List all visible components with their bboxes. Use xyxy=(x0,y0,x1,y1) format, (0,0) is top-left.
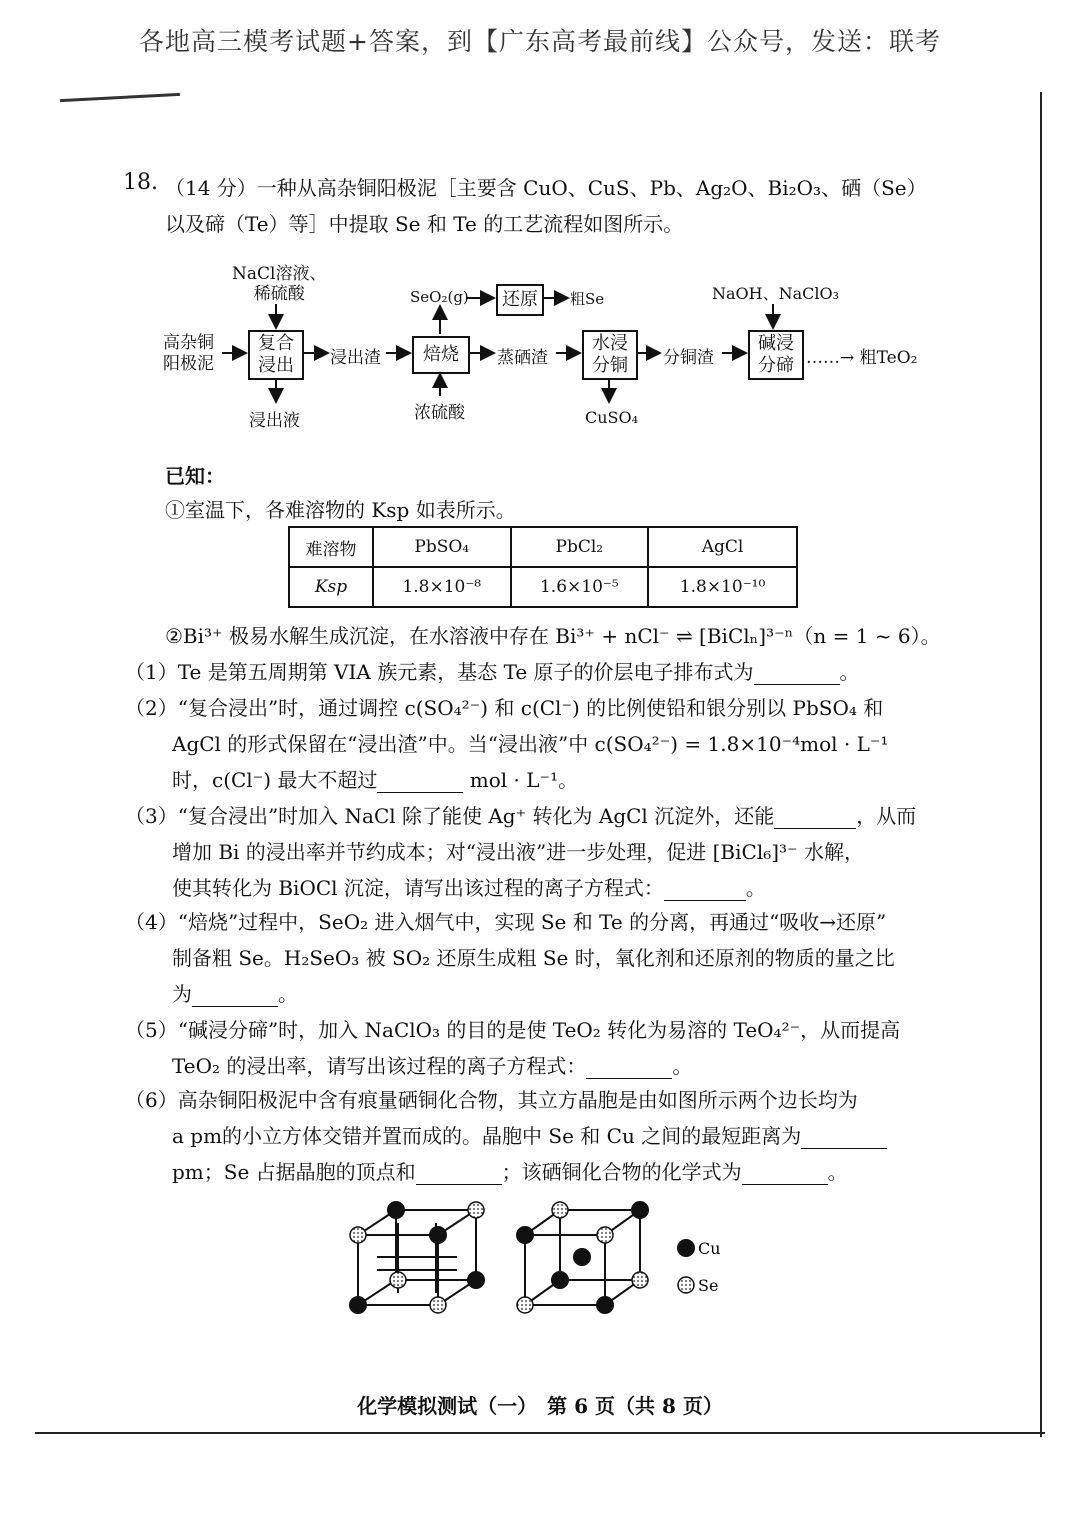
flow-box-water-leach xyxy=(582,330,638,380)
subq-2-unit: mol · L⁻¹。 xyxy=(469,768,579,792)
flow-start-material xyxy=(163,333,214,375)
answer-blank[interactable] xyxy=(664,876,746,901)
question-number: 18. xyxy=(123,170,158,195)
se-atom xyxy=(517,1297,533,1313)
subq-6-line2 xyxy=(172,1120,887,1149)
flow-cuso4: CuSO₄ xyxy=(585,408,639,427)
cu-atom xyxy=(516,1226,534,1244)
subq-5-text: TeO₂ 的浸出率，请写出该过程的离子方程式： xyxy=(172,1054,587,1078)
subq-4-line2: 制备粗 Se。H₂SeO₃ 被 SO₂ 还原生成粗 Se 时，氧化剂和还原剂的物质的量之比 xyxy=(172,946,895,970)
answer-blank[interactable] xyxy=(742,1160,828,1185)
ksp-header-cell: PbCl₂ xyxy=(511,527,649,567)
ksp-value-cell: 1.8×10⁻⁸ xyxy=(373,567,511,607)
flow-leach-residue: 浸出渣 xyxy=(330,348,381,368)
subq-3-line1 xyxy=(125,800,916,829)
cu-atom xyxy=(551,1271,569,1289)
ksp-header-cell: 难溶物 xyxy=(289,527,373,567)
flow-se-residue: 蒸硒渣 xyxy=(497,348,548,368)
flow-reagent-nacl-line2: 稀硫酸 xyxy=(253,284,305,304)
flow-box-roasting-label: 焙烧 xyxy=(423,344,459,365)
subq-3-line3 xyxy=(172,872,766,901)
cu-atom xyxy=(596,1296,614,1314)
cu-atom xyxy=(429,1226,447,1244)
top-banner: 各地高三模考试题+答案，到【广东高考最前线】公众号，发送：联考 xyxy=(139,27,941,56)
subq-4-line3 xyxy=(172,978,298,1007)
known-item2: ②Bi³⁺ 极易水解生成沉淀，在水溶液中存在 Bi³⁺ + nCl⁻ ⇌ [BiClₙ]³⁻ⁿ（n = 1 ~ 6）。 xyxy=(165,624,941,648)
cu-atom xyxy=(349,1296,367,1314)
crystal-cell-diagram xyxy=(340,1195,760,1330)
subq-6-line1: （6）高杂铜阳极泥中含有痕量硒铜化合物，其立方晶胞是由如图所示两个边长均为 xyxy=(125,1088,858,1112)
legend-cu-label: Cu xyxy=(698,1239,721,1258)
se-atom xyxy=(468,1202,484,1218)
flow-box-leaching-l2: 浸出 xyxy=(258,355,294,376)
subq-6-end: 。 xyxy=(827,1160,848,1184)
flow-crude-se: 粗Se xyxy=(570,290,605,308)
subq-5-line1: （5）“碱浸分碲”时，加入 NaClO₃ 的目的是使 TeO₂ 转化为易溶的 TeO₄²⁻，从而提高 xyxy=(125,1018,901,1042)
flow-reagent-nacl xyxy=(232,264,326,304)
known-item1: ①室温下，各难溶物的 Ksp 如表所示。 xyxy=(165,498,516,522)
subq-5-end: 。 xyxy=(672,1054,693,1078)
legend-se-label: Se xyxy=(698,1276,719,1295)
subq-2-line1: （2）“复合浸出”时，通过调控 c(SO₄²⁻) 和 c(Cl⁻) 的比例使铅和银分别以 PbSO₄ 和 xyxy=(125,696,884,720)
subq-2-text: 时，c(Cl⁻) 最大不超过 xyxy=(172,768,378,792)
ksp-row-label: Ksp xyxy=(289,567,373,607)
flow-box-reduction xyxy=(496,284,544,316)
flow-box-water-leach-l1: 水浸 xyxy=(592,333,628,354)
subq-3-text2: ，从而 xyxy=(856,804,917,828)
answer-blank[interactable] xyxy=(416,1160,502,1185)
subq-6-line3 xyxy=(172,1156,848,1185)
subq-5-line2 xyxy=(172,1050,692,1079)
subq-2-line3 xyxy=(172,764,578,793)
subq-4-line1: （4）“焙烧”过程中，SeO₂ 进入烟气中，实现 Se 和 Te 的分离，再通过“吸收→还原” xyxy=(125,910,887,934)
ksp-table-header-row xyxy=(289,527,797,567)
question-intro-line2: 以及碲（Te）等］中提取 Se 和 Te 的工艺流程如图所示。 xyxy=(165,212,684,236)
page-footer: 化学模拟测试（一） 第 6 页（共 8 页） xyxy=(357,1394,723,1418)
answer-blank[interactable] xyxy=(754,660,840,685)
flow-reagent-nacl-line1: NaCl溶液、 xyxy=(232,264,327,284)
se-atom xyxy=(597,1227,613,1243)
ksp-header-cell: PbSO₄ xyxy=(373,527,511,567)
ksp-header-cell: AgCl xyxy=(648,527,797,567)
flow-start-line1: 高杂铜 xyxy=(163,333,214,353)
flow-start-line2: 阳极泥 xyxy=(163,354,214,374)
flow-box-water-leach-l2: 分铜 xyxy=(592,355,628,376)
subq-1-text: （1）Te 是第五周期第 VIA 族元素，基态 Te 原子的价层电子排布式为 xyxy=(125,660,754,684)
flow-box-alkali-leach-l1: 碱浸 xyxy=(758,333,794,354)
subq-4-end: 。 xyxy=(278,982,298,1006)
known-title: 已知： xyxy=(165,464,225,488)
cu-atom xyxy=(631,1201,649,1219)
se-atom xyxy=(552,1202,568,1218)
se-atom xyxy=(632,1272,648,1288)
flow-arrows xyxy=(0,0,1080,440)
subq-6-text3: ；该硒铜化合物的化学式为 xyxy=(501,1160,742,1184)
ksp-value-cell: 1.6×10⁻⁵ xyxy=(511,567,649,607)
cu-atom xyxy=(467,1271,485,1289)
cu-atom-center xyxy=(573,1248,591,1266)
flow-conc-sulfuric: 浓硫酸 xyxy=(414,403,465,423)
legend-cu-icon xyxy=(677,1239,695,1257)
flow-box-alkali-leach xyxy=(748,330,804,380)
cube-left xyxy=(358,1210,476,1305)
subq-6-text: a pm的小立方体交错并置而成的。晶胞中 Se 和 Cu 之间的最短距离为 xyxy=(172,1124,802,1148)
flow-box-leaching xyxy=(248,330,304,380)
subq-1 xyxy=(125,656,860,685)
subq-3-text: （3）“复合浸出”时加入 NaCl 除了能使 Ag⁺ 转化为 AgCl 沉淀外，还能 xyxy=(125,804,775,828)
ksp-table xyxy=(288,526,798,608)
se-atom xyxy=(350,1227,366,1243)
flow-box-roasting xyxy=(412,336,470,374)
se-atom xyxy=(390,1272,406,1288)
subq-6-text2: pm；Se 占据晶胞的顶点和 xyxy=(172,1160,416,1184)
answer-blank[interactable] xyxy=(801,1124,887,1149)
answer-blank[interactable] xyxy=(586,1054,672,1079)
subq-1-end: 。 xyxy=(839,660,860,684)
page-bottom-border xyxy=(35,1432,1045,1434)
subq-3-end: 。 xyxy=(745,876,766,900)
answer-blank[interactable] xyxy=(774,804,856,829)
se-atom xyxy=(430,1297,446,1313)
question-intro-line1: （14 分）一种从高杂铜阳极泥［主要含 CuO、CuS、Pb、Ag₂O、Bi₂O₃、硒（Se） xyxy=(165,176,927,200)
flow-box-alkali-leach-l2: 分碲 xyxy=(758,355,794,376)
subq-2-line2: AgCl 的形式保留在“浸出渣”中。当“浸出液”中 c(SO₄²⁻) = 1.8×10⁻⁴mol · L⁻¹ xyxy=(172,732,889,756)
flow-cu-residue: 分铜渣 xyxy=(663,348,714,368)
flow-seo2-gas: SeO₂(g) xyxy=(410,288,469,306)
subq-4-text: 为 xyxy=(172,982,192,1006)
flow-box-reduction-label: 还原 xyxy=(502,289,538,310)
cu-atom xyxy=(387,1201,405,1219)
ksp-table-value-row xyxy=(289,567,797,607)
subq-3-line2: 增加 Bi 的浸出率并节约成本；对“浸出液”进一步处理，促进 [BiCl₆]³⁻ 水解， xyxy=(172,840,864,864)
legend-se-icon xyxy=(678,1277,694,1293)
flow-box-leaching-l1: 复合 xyxy=(258,333,294,354)
subq-3-text3: 使其转化为 BiOCl 沉淀，请写出该过程的离子方程式： xyxy=(172,876,664,900)
flow-reagent-naoh: NaOH、NaClO₃ xyxy=(712,284,840,303)
flow-end-product: ……→ 粗TeO₂ xyxy=(806,348,918,368)
answer-blank[interactable] xyxy=(377,768,463,793)
ksp-value-cell: 1.8×10⁻¹⁰ xyxy=(648,567,797,607)
flow-leachate: 浸出液 xyxy=(249,411,300,431)
answer-blank[interactable] xyxy=(192,982,278,1007)
